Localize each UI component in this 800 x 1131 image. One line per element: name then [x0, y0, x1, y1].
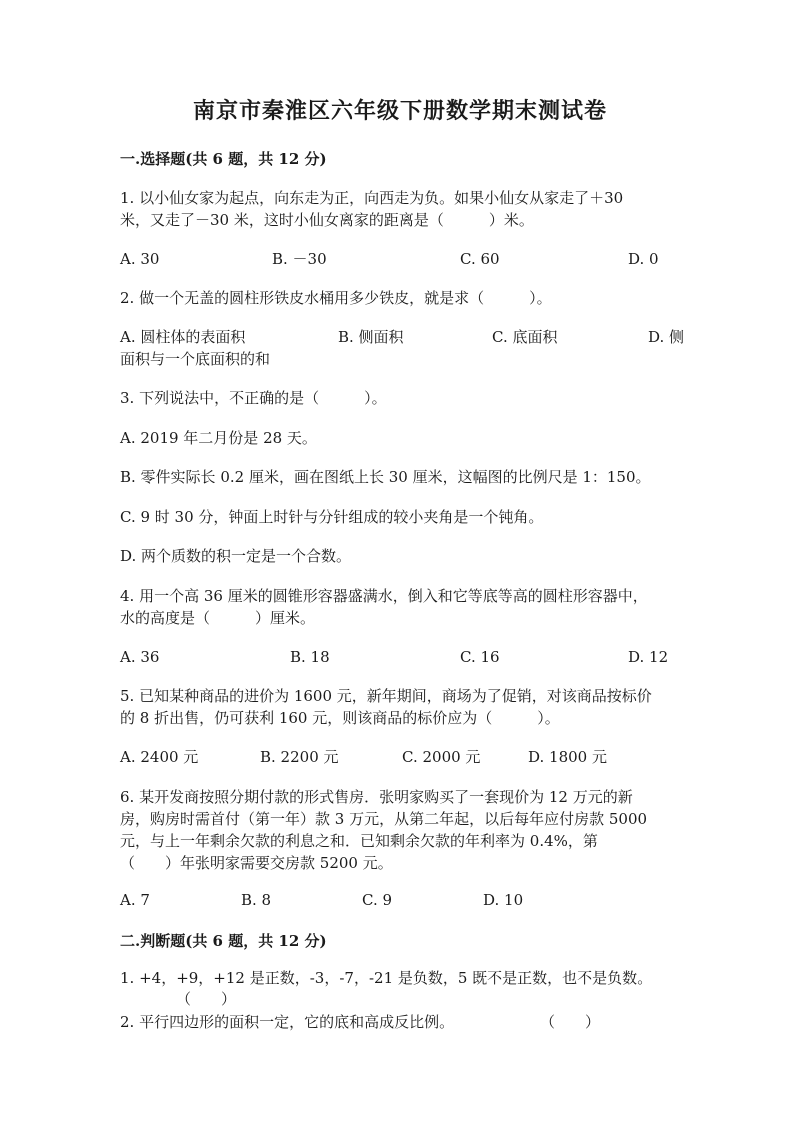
q4-option-a: A. 36 — [120, 648, 160, 666]
question-2-text: 2. 做一个无盖的圆柱形铁皮水桶用多少铁皮，就是求（ ）。 — [120, 289, 552, 307]
question-6-text-line1: 6. 某开发商按照分期付款的形式售房．张明家购买了一套现价为 12 万元的新 — [120, 788, 633, 806]
q2-option-d: D. 侧 — [648, 328, 685, 346]
question-1-text-line1: 1. 以小仙女家为起点，向东走为正，向西走为负。如果小仙女从家走了＋30 — [120, 189, 624, 207]
section-heading-choice: 一.选择题(共 6 题，共 12 分) — [120, 150, 327, 168]
q1-option-a: A. 30 — [120, 250, 160, 268]
q2-option-a: A. 圆柱体的表面积 — [120, 328, 246, 346]
question-6-text-line2: 房，购房时需首付（第一年）款 3 万元，从第二年起，以后每年应付房款 5000 — [120, 810, 648, 828]
q6-option-d: D. 10 — [483, 891, 524, 909]
q1-option-c: C. 60 — [460, 250, 500, 268]
q1-option-d: D. 0 — [628, 250, 659, 268]
q3-option-c: C. 9 时 30 分，钟面上时针与分针组成的较小夹角是一个钝角。 — [120, 508, 544, 526]
q2-option-d-continued: 面积与一个底面积的和 — [120, 350, 271, 368]
q6-option-c: C. 9 — [362, 891, 393, 909]
q6-option-b: B. 8 — [241, 891, 272, 909]
q1-option-b: B. －30 — [272, 250, 327, 268]
q3-option-d: D. 两个质数的积一定是一个合数。 — [120, 547, 352, 565]
q4-option-d: D. 12 — [628, 648, 669, 666]
q5-option-d: D. 1800 元 — [528, 748, 607, 766]
q3-option-a: A. 2019 年二月份是 28 天。 — [120, 429, 317, 447]
q5-option-c: C. 2000 元 — [402, 748, 481, 766]
judgment-2-answer-bracket: （ ） — [540, 1013, 601, 1031]
question-6-text-line3: 元，与上一年剩余欠款的利息之和．已知剩余欠款的年利率为 0.4%，第 — [120, 832, 598, 850]
question-5-text-line1: 5. 已知某种商品的进价为 1600 元，新年期间，商场为了促销，对该商品按标价 — [120, 687, 652, 705]
q3-option-b: B. 零件实际长 0.2 厘米，画在图纸上长 30 厘米，这幅图的比例尺是 1：150。 — [120, 468, 651, 486]
judgment-2-text: 2. 平行四边形的面积一定，它的底和高成反比例。 — [120, 1013, 455, 1031]
question-3-text: 3. 下列说法中，不正确的是（ ）。 — [120, 389, 387, 407]
question-5-text-line2: 的 8 折出售，仍可获利 160 元，则该商品的标价应为（ ）。 — [120, 709, 560, 727]
question-6-text-line4: （ ）年张明家需要交房款 5200 元。 — [120, 854, 393, 872]
page-title: 南京市秦淮区六年级下册数学期末测试卷 — [192, 98, 607, 124]
q5-option-a: A. 2400 元 — [120, 748, 199, 766]
q2-option-b: B. 侧面积 — [338, 328, 404, 346]
q2-option-c: C. 底面积 — [492, 328, 558, 346]
q4-option-b: B. 18 — [290, 648, 330, 666]
section-heading-judgment: 二.判断题(共 6 题，共 12 分) — [120, 932, 327, 950]
judgment-1-answer-bracket: （ ） — [176, 990, 237, 1008]
question-4-text-line2: 水的高度是（ ）厘米。 — [120, 609, 316, 627]
q4-option-c: C. 16 — [460, 648, 500, 666]
q5-option-b: B. 2200 元 — [260, 748, 339, 766]
question-4-text-line1: 4. 用一个高 36 厘米的圆锥形容器盛满水，倒入和它等底等高的圆柱形容器中， — [120, 587, 648, 605]
q6-option-a: A. 7 — [120, 891, 150, 909]
judgment-1-text: 1. +4，+9，+12 是正数，-3，-7，-21 是负数，5 既不是正数，也不是负数。 — [120, 969, 653, 987]
question-1-text-line2: 米，又走了－30 米，这时小仙女离家的距离是（ ）米。 — [120, 211, 534, 229]
